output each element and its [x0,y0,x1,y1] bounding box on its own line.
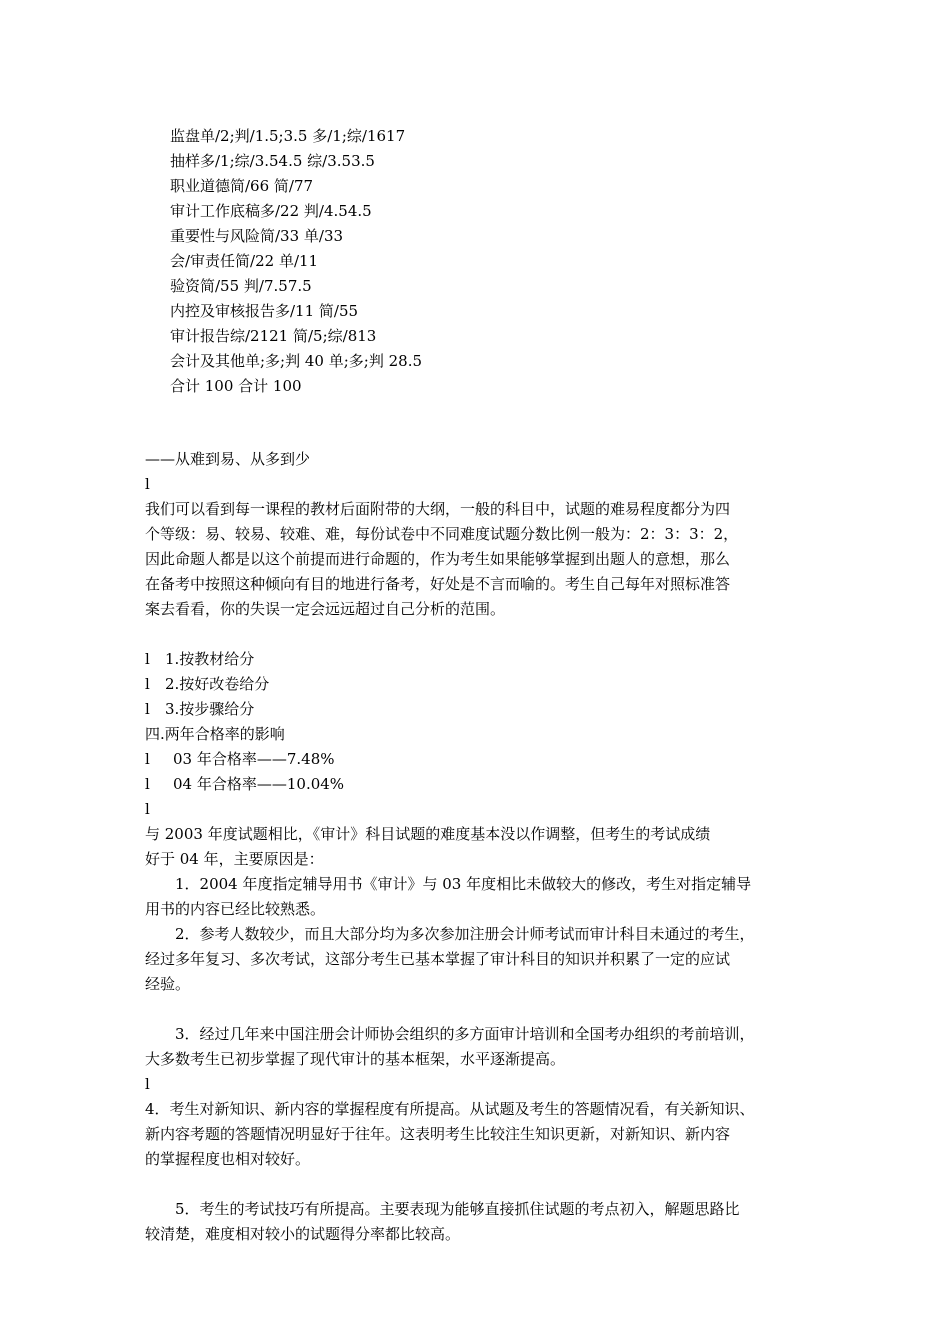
bullet-marker: l [145,650,150,668]
reason-4 [145,1097,815,1172]
bullet-marker: l [145,475,150,493]
compare-paragraph [145,797,815,872]
paragraph-line: 在备考中按照这种倾向有目的地进行备考，好处是不言而喻的。考生自己每年对照标准答 [145,575,731,593]
paragraph-line: 经验。 [145,975,191,993]
paragraph-line: 的掌握程度也相对较好。 [145,1150,311,1168]
table-line: 审计报告综/2121 简/5;综/813 [170,327,377,345]
paragraph-line: 4．考生对新知识、新内容的掌握程度有所提高。从试题及考生的答题情况看，有关新知识、 [145,1100,755,1118]
paragraph-line: 大多数考生已初步掌握了现代审计的基本框架，水平逐渐提高。 [145,1050,566,1068]
document-body [145,124,815,1247]
paragraph-text: 与 2003 年度试题相比，《审计》科目试题的难度基本没以作调整，但考生的考试成绩 [145,825,711,843]
paragraph-line: 2．参考人数较少，而且大部分均为多次参加注册会计师考试而审计科目未通过的考生， [175,925,755,943]
bullet-marker: l [145,675,150,693]
list-item-text: 04 年合格率——10.04% [173,775,345,793]
table-line: 会/审责任简/22 单/11 [170,252,319,270]
table-line: 内控及审核报告多/11 简/55 [170,302,359,320]
list-item [145,672,815,697]
score-table [145,124,815,399]
reason-5 [145,1197,815,1247]
paragraph-line: 3．经过几年来中国注册会计师协会组织的多方面审计培训和全国考办组织的考前培训， [175,1025,755,1043]
reason-1 [145,872,815,922]
table-line: 职业道德简/66 简/77 [170,177,314,195]
paragraph-line: 因此命题人都是以这个前提而进行命题的，作为考生如果能够掌握到出题人的意想，那么 [145,550,731,568]
list-item-text: 2.按好改卷给分 [165,675,270,693]
table-line: 重要性与风险简/33 单/33 [170,227,344,245]
paragraph-line: 较清楚，难度相对较小的试题得分率都比较高。 [145,1225,461,1243]
paragraph-line: 1．2004 年度指定辅导用书《审计》与 03 年度相比未做较大的修改，考生对指定辅导 [175,875,752,893]
bullet-marker: l [145,1075,150,1093]
bullet-marker: l [145,700,150,718]
table-line: 审计工作底稿多/22 判/4.54.5 [170,202,372,220]
bullet-marker: l [145,800,150,818]
list-item [145,772,815,797]
paragraph-line: 我们可以看到每一课程的教材后面附带的大纲，一般的科目中，试题的难易程度都分为四 [145,500,731,518]
list-item-text: 1.按教材给分 [165,650,255,668]
table-line: 监盘单/2;判/1.5;3.5 多/1;综/1617 [170,127,406,145]
list-item-text: 03 年合格率——7.48% [173,750,335,768]
table-line: 抽样多/1;综/3.54.5 综/3.53.5 [170,152,375,170]
scoring-list [145,647,815,722]
paragraph-line: 用书的内容已经比较熟悉。 [145,900,326,918]
paragraph-line: 经过多年复习、多次考试，这部分考生已基本掌握了审计科目的知识并积累了一定的应试 [145,950,731,968]
paragraph-line: 个等级：易、较易、较难、难，每份试卷中不同难度试题分数比例一般为：2：3：3：2， [145,525,739,543]
bullet-marker: l [145,750,150,768]
difficulty-heading: ——从难到易、从多到少 [145,450,311,468]
pass-rate-heading: 四.两年合格率的影响 [145,725,285,743]
difficulty-paragraph [145,497,815,622]
reason-2 [145,922,815,997]
reason-3 [145,1022,815,1072]
table-total-line: 合计 100 合计 100 [170,377,302,395]
list-item [145,747,815,772]
list-item [145,647,815,672]
list-item-text: 3.按步骤给分 [165,700,255,718]
paragraph-line [145,797,815,847]
bullet-marker: l [145,775,150,793]
paragraph-line: 新内容考题的答题情况明显好于往年。这表明考生比较注生知识更新，对新知识、新内容 [145,1125,731,1143]
paragraph-line: 案去看看，你的失误一定会远远超过自己分析的范围。 [145,600,506,618]
paragraph-line: 5．考生的考试技巧有所提高。主要表现为能够直接抓住试题的考点初入，解题思路比 [175,1200,740,1218]
pass-rate-list [145,747,815,797]
table-line: 会计及其他单;多;判 40 单;多;判 28.5 [170,352,423,370]
list-item [145,697,815,722]
paragraph-line: 好于 04 年，主要原因是： [145,850,324,868]
table-line: 验资简/55 判/7.57.5 [170,277,312,295]
